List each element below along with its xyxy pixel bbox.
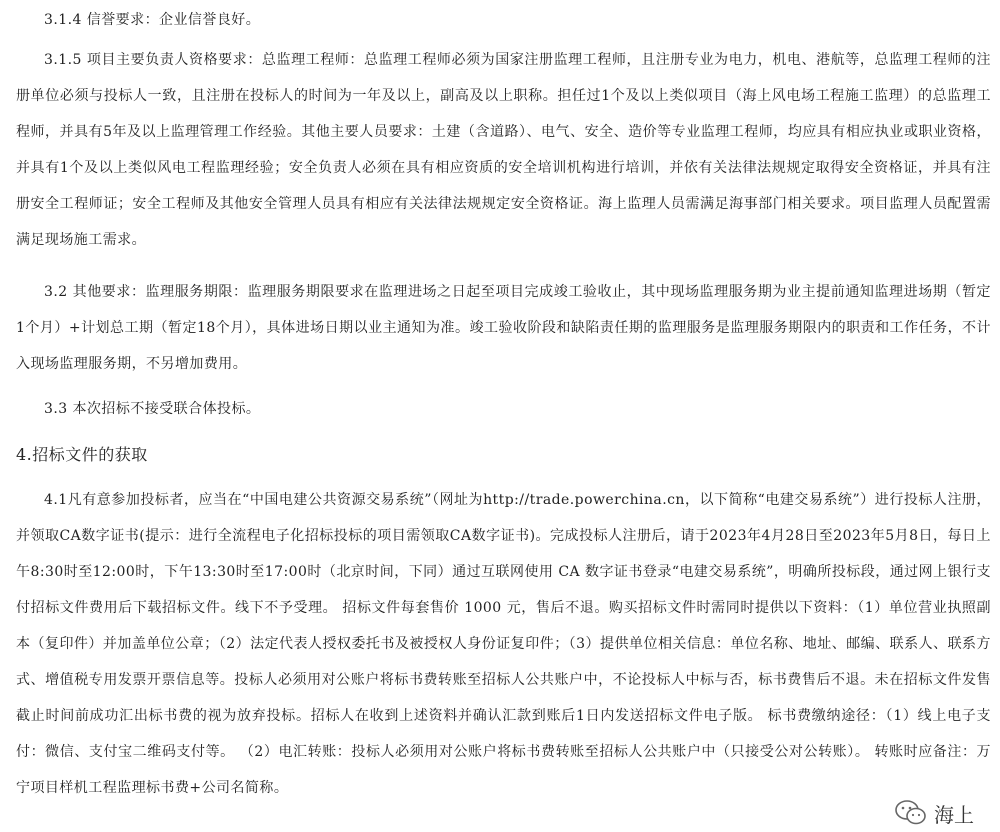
wechat-icon xyxy=(894,798,928,828)
paragraph-3-3: 3.3 本次招标不接受联合体投标。 xyxy=(44,401,261,417)
paragraph-4-1: 4.1凡有意参加投标者，应当在“中国电建公共资源交易系统”（网址为http://trade.powerchina.cn，以下简称“电建交易系统”）进行投标人注册，并领取CA数字证书(提示：进行全流程电子化招标投标的项目需领取CA数字证书)。完成投标人注册后，请于2023年4月28日至2023年5月8日，每日上午8:30时至12:00时，下午13:30时至17:00时（北京时间，下同）通过互联网使用 CA 数字证书登录“电建交易系统”，明确所投标段，通过网上银行支付招标文件费用后下载招标文件。线下不予受理。 招标文件每套售价 1000 元，售后不退。购买招标文件时需同时提供以下资料：（1）单位营业执照副本（复印件）并加盖单位公章；（2）法定代表人授权委托书及被授权人身份证复印件；（3）提供单位相关信息：单位名称、地址、邮编、联系人、联系方式、增值税专用发票开票信息等。投标人必须用对公账户将标书费转账至招标人公共账户中，不论投标人中标与否，标书费售后不退。未在招标文件发售截止时间前成功汇出标书费的视为放弃投标。招标人在收到上述资料并确认汇款到账后1日内发送招标文件电子版。 标书费缴纳途径：（1）线上电子支付：微信、支付宝二维码支付等。 （2）电汇转账：投标人必须用对公账户将标书费转账至招标人公共账户中（只接受公对公转账）。 转账时应备注：万宁项目样机工程监理标书费+公司名简称。 xyxy=(16,492,991,796)
paragraph-3-1-5: 3.1.5 项目主要负责人资格要求：总监理工程师：总监理工程师必须为国家注册监理工程师，且注册专业为电力，机电、港航等，总监理工程师的注册单位必须与投标人一致，且注册在投标人的时间为一年及以上，副高及以上职称。担任过1个及以上类似项目（海上风电场工程施工监理）的总监理工程师，并具有5年及以上监理管理工作经验。其他主要人员要求：土建（含道路）、电气、安全、造价等专业监理工程师，均应具有相应执业或职业资格，并具有1个及以上类似风电工程监理经验；安全负责人必须在具有相应资质的安全培训机构进行培训，并依有关法律法规规定取得安全资格证，并具有注册安全工程师证；安全工程师及其他安全管理人员具有相应有关法律法规规定安全资格证。海上监理人员需满足海事部门相关要求。项目监理人员配置需满足现场施工需求。 xyxy=(16,52,991,248)
paragraph-3-2: 3.2 其他要求：监理服务期限：监理服务期限要求在监理进场之日起至项目完成竣工验收止，其中现场监理服务期为业主提前通知监理进场期（暂定1个月）+计划总工期（暂定18个月），具体进场日期以业主通知为准。竣工验收阶段和缺陷责任期的监理服务是监理服务期限内的职责和工作任务，不计入现场监理服务期，不另增加费用。 xyxy=(16,284,991,372)
section-heading-4: 4.招标文件的获取 xyxy=(16,445,148,464)
paragraph-3-1-4: 3.1.4 信誉要求：企业信誉良好。 xyxy=(44,12,261,28)
watermark xyxy=(894,794,1000,832)
watermark-text: 海上 xyxy=(934,802,974,827)
